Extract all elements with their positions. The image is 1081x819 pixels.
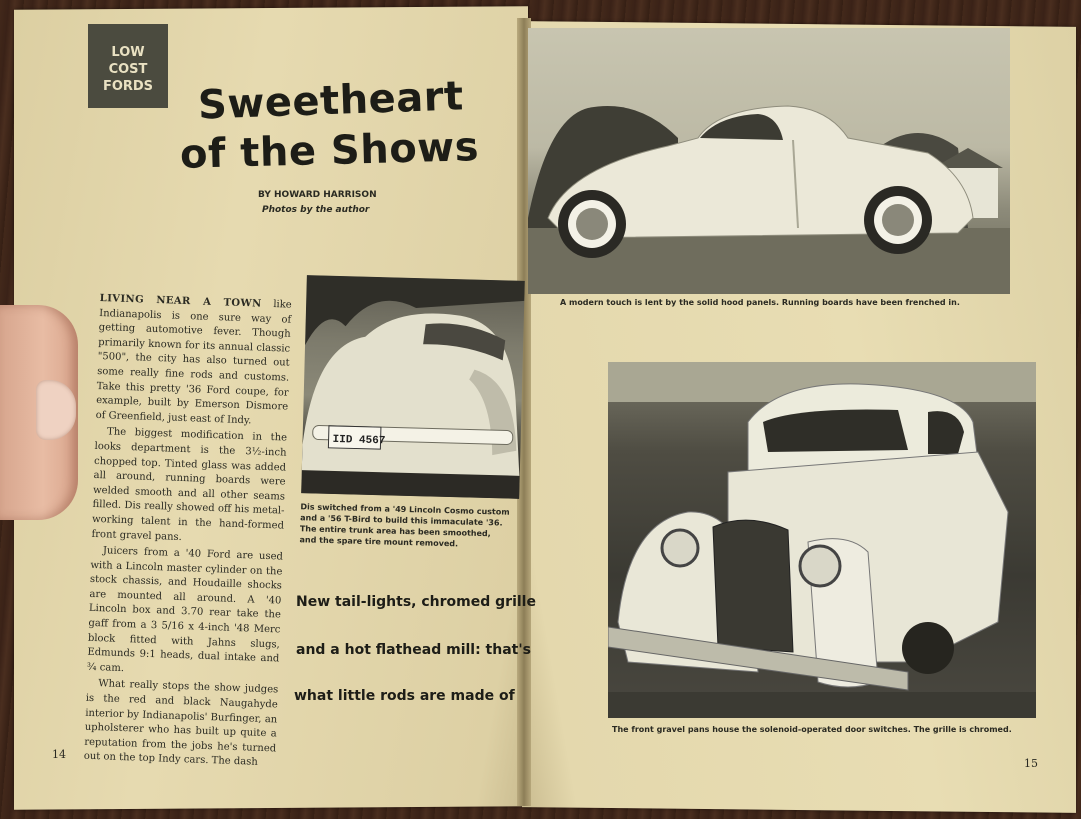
headline-line-2: of the Shows (179, 124, 480, 178)
byline: BY HOWARD HARRISON (258, 190, 377, 200)
photo-side-view (528, 28, 1010, 294)
caption-front-photo: The front gravel pans house the solenoid-operated door switches. The grille is chromed. (612, 725, 1012, 734)
pull-quote-line: what little rods are made of (294, 688, 515, 704)
article-body (83, 292, 291, 773)
pull-quote-line: and a hot flathead mill: that's (296, 642, 531, 658)
license-plate-text: IID 4567 (332, 433, 386, 448)
pull-quote-line: New tail-lights, chromed grille (296, 594, 536, 610)
caption-rear-photo: Dis switched from a '49 Lincoln Cosmo custom and a '56 T-Bird to build this immaculate '36. The entire trunk area has been smoothed, and the spare tire mount removed. (299, 502, 510, 549)
page-number-right: 15 (1024, 757, 1038, 770)
body-paragraph: What really stops the show judges is the red and black Naugahyde interior by Indianapolis' Burfinger, an upholsterer who has built up quite a reputation from the jobs he's turned out on the top Indy cars. The dash (83, 678, 279, 769)
caption-side-photo: A modern touch is lent by the solid hood panels. Running boards have been frenched in. (560, 298, 960, 307)
body-paragraph: Juicers from a '40 Ford are used with a Lincoln master cylinder on the stock chassis, and Houdaille shocks are mounted all around. A '40 Lincoln box and 3.70 rear take the gaff from a 3 5/16 x 4-inch '48 Merc block fitted with Jahns slugs, Edmunds 9:1 heads, dual intake and ¾ cam. (86, 545, 284, 674)
photo-rear-view (301, 275, 525, 499)
section-tag-line: LOW (111, 45, 145, 60)
headline-line-1: Sweetheart (197, 73, 465, 129)
photo-front-view (608, 362, 1036, 718)
section-tag-line: COST (108, 62, 148, 77)
page-number-left: 14 (52, 748, 66, 761)
photo-credit: Photos by the author (262, 205, 370, 215)
body-paragraph: The biggest modification in the looks department is the 3½-inch chopped top. Tinted glass was added all around, running boards were welded smooth and all other seams filled. Dis really showed off his metal-working talent in the hand-formed front gravel pans. (91, 426, 288, 543)
section-tag (88, 24, 168, 108)
body-paragraph: LIVING NEAR A TOWN like Indianapolis is one sure way of getting automotive fever. Though primarily known for its annual classic "500", the city has also turned out some really fine rods and customs. Take this pretty '36 Ford coupe, for example, built by Emerson Dismore of Greenfield, just east of Indy. (95, 292, 292, 427)
section-tag-line: FORDS (102, 79, 154, 94)
lead-in: LIVING NEAR A TOWN (99, 292, 262, 310)
